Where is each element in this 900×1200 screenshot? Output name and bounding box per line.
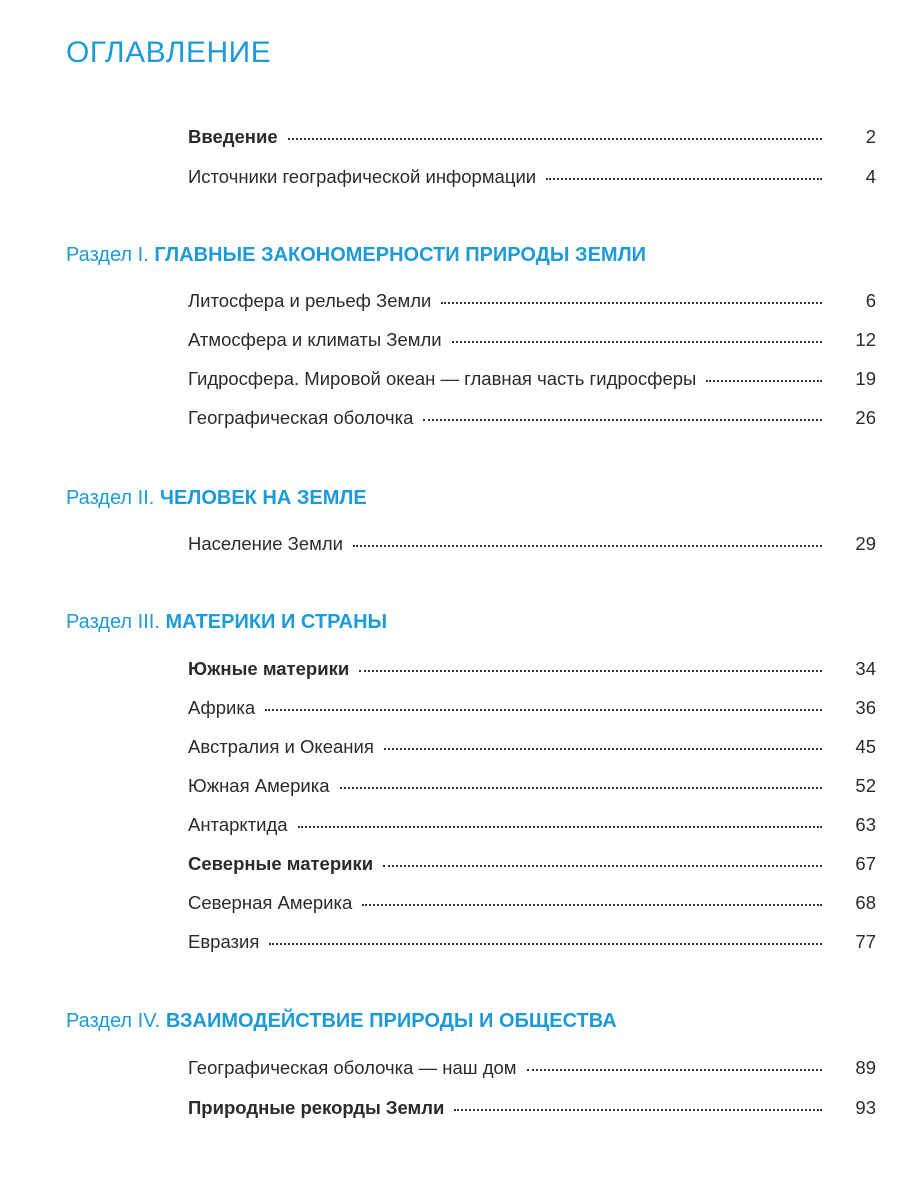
toc-entry-page: 68 xyxy=(855,892,876,913)
dot-leader xyxy=(383,865,822,867)
toc-entry[interactable] xyxy=(188,814,876,836)
toc-entry-label: Атмосфера и климаты Земли xyxy=(188,329,442,350)
toc-entry-page: 89 xyxy=(855,1057,876,1078)
dot-leader xyxy=(359,670,822,672)
section-name: МАТЕРИКИ И СТРАНЫ xyxy=(165,611,388,633)
dot-leader xyxy=(452,341,822,343)
toc-entry-label: Северная Америка xyxy=(188,892,353,913)
dot-leader xyxy=(527,1069,822,1071)
dot-leader xyxy=(546,178,822,180)
toc-entry-label: Австралия и Океания xyxy=(188,736,374,757)
toc-entry-label: Африка xyxy=(188,697,256,718)
section-prefix: Раздел II. xyxy=(66,487,160,509)
section-heading[interactable] xyxy=(66,1010,617,1033)
section-name: ЧЕЛОВЕК НА ЗЕМЛЕ xyxy=(159,487,367,509)
toc-entry[interactable] xyxy=(188,775,876,797)
toc-entry[interactable] xyxy=(188,407,876,429)
toc-entry[interactable] xyxy=(188,126,876,148)
toc-entry[interactable] xyxy=(188,853,876,875)
toc-entry-page: 36 xyxy=(855,697,876,718)
toc-entry-label: Евразия xyxy=(188,931,260,952)
toc-entry-label: Литосфера и рельеф Земли xyxy=(188,290,432,311)
toc-entry-label: Географическая оболочка — наш дом xyxy=(188,1057,517,1078)
dot-leader xyxy=(706,380,822,382)
section-name: ВЗАИМОДЕЙСТВИЕ ПРИРОДЫ И ОБЩЕСТВА xyxy=(165,1010,617,1032)
toc-entry-page: 93 xyxy=(855,1097,876,1118)
toc-entry-label: Антарктида xyxy=(188,814,288,835)
toc-entry-page: 34 xyxy=(855,658,876,679)
dot-leader xyxy=(269,943,822,945)
dot-leader xyxy=(423,419,822,421)
toc-entry-label: Природные рекорды Земли xyxy=(188,1097,445,1118)
toc-entry-label: Источники географической информации xyxy=(188,166,537,187)
dot-leader xyxy=(340,787,823,789)
section-heading[interactable] xyxy=(66,487,367,510)
toc-entry[interactable] xyxy=(188,892,876,914)
section-heading[interactable] xyxy=(66,244,646,267)
toc-entry-label: Гидросфера. Мировой океан — главная часть гидросферы xyxy=(188,368,697,389)
toc-entry-page: 77 xyxy=(855,931,876,952)
toc-entry[interactable] xyxy=(188,658,876,680)
toc-entry-label: Южная Америка xyxy=(188,775,330,796)
toc-entry-page: 6 xyxy=(865,290,876,311)
toc-entry-label: Географическая оболочка xyxy=(188,407,414,428)
dot-leader xyxy=(288,138,822,140)
toc-entry-label: Население Земли xyxy=(188,533,343,554)
toc-entry-page: 67 xyxy=(855,853,876,874)
toc-entry[interactable] xyxy=(188,329,876,351)
toc-entry-label: Южные материки xyxy=(188,658,350,679)
dot-leader xyxy=(353,545,822,547)
toc-entry-page: 52 xyxy=(855,775,876,796)
toc-entry-page: 19 xyxy=(855,368,876,389)
toc-entry[interactable] xyxy=(188,697,876,719)
toc-entry[interactable] xyxy=(188,533,876,555)
toc-entry-label: Введение xyxy=(188,126,278,147)
toc-entry[interactable] xyxy=(188,931,876,953)
toc-entry-label: Северные материки xyxy=(188,853,374,874)
section-prefix: Раздел IV. xyxy=(66,1010,166,1032)
section-prefix: Раздел III. xyxy=(66,611,166,633)
toc-entry-page: 29 xyxy=(855,533,876,554)
dot-leader xyxy=(454,1109,822,1111)
dot-leader xyxy=(298,826,822,828)
toc-entry-page: 12 xyxy=(855,329,876,350)
toc-entry[interactable] xyxy=(188,736,876,758)
toc-entry[interactable] xyxy=(188,290,876,312)
dot-leader xyxy=(441,302,822,304)
section-prefix: Раздел I. xyxy=(66,244,155,266)
page-title: ОГЛАВЛЕНИЕ xyxy=(66,36,272,69)
section-heading[interactable] xyxy=(66,611,387,634)
toc-entry[interactable] xyxy=(188,166,876,188)
toc-entry-page: 63 xyxy=(855,814,876,835)
dot-leader xyxy=(265,709,822,711)
dot-leader xyxy=(384,748,822,750)
toc-entry[interactable] xyxy=(188,368,876,390)
toc-entry-page: 2 xyxy=(865,126,876,147)
toc-entry-page: 45 xyxy=(855,736,876,757)
toc-entry-page: 26 xyxy=(855,407,876,428)
toc-entry[interactable] xyxy=(188,1097,876,1119)
toc-entry-page: 4 xyxy=(865,166,876,187)
section-name: ГЛАВНЫЕ ЗАКОНОМЕРНОСТИ ПРИРОДЫ ЗЕМЛИ xyxy=(154,244,646,266)
dot-leader xyxy=(362,904,822,906)
toc-entry[interactable] xyxy=(188,1057,876,1079)
